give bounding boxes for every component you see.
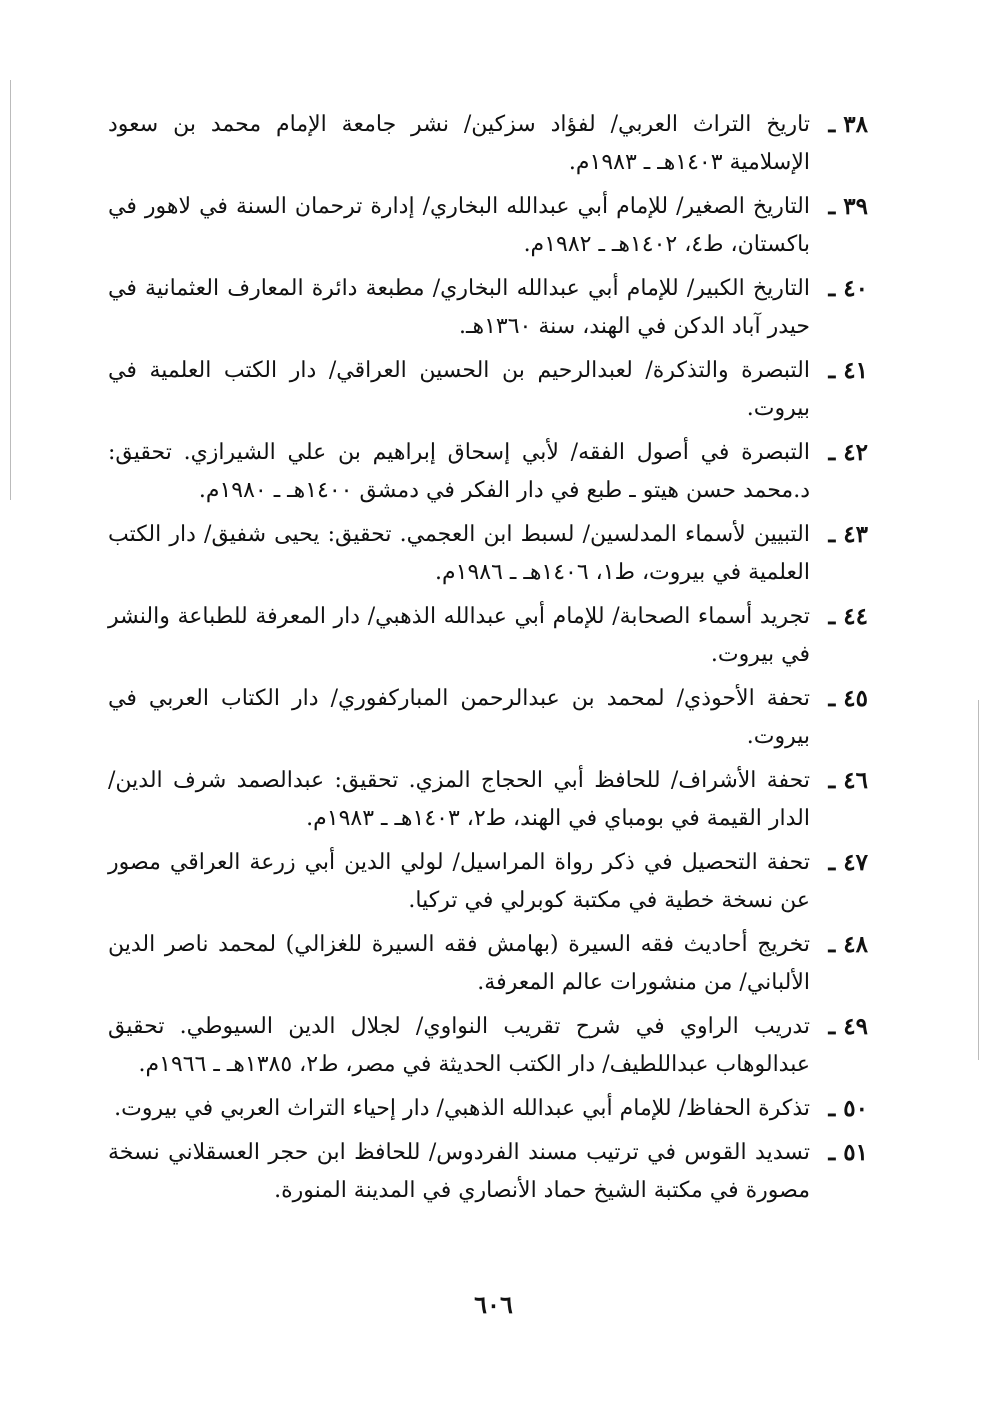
bibliography-entry <box>108 106 868 182</box>
bibliography-entry <box>108 270 868 346</box>
bibliography-entry <box>108 434 868 510</box>
entry-number: ٥١ ـ <box>828 1139 868 1166</box>
page-number: ٦٠٦ <box>474 1290 513 1319</box>
bibliography-entry <box>108 516 868 592</box>
entry-text: تحفة الأشراف/ للحافظ أبي الحجاج المزي. تحقيق: عبدالصمد شرف الدين/ الدار القيمة في بومباي في الهند، ط٢، ١٤٠٣هـ ـ ١٩٨٣م. <box>108 768 810 831</box>
entry-number: ٤٥ ـ <box>828 685 868 712</box>
bibliography-entry <box>108 844 868 920</box>
entry-number: ٥٠ ـ <box>828 1095 868 1122</box>
entry-number: ٤٤ ـ <box>828 603 868 630</box>
bibliography-entry <box>108 926 868 1002</box>
entry-text: التاريخ الكبير/ للإمام أبي عبدالله البخاري/ مطبعة دائرة المعارف العثمانية في حيدر آباد الدكن في الهند، سنة ١٣٦٠هـ. <box>108 276 810 339</box>
bibliography-entry <box>108 1090 868 1128</box>
entry-number: ٤٨ ـ <box>828 931 868 958</box>
entry-number: ٣٩ ـ <box>828 193 868 220</box>
scan-edge-line <box>978 700 979 1060</box>
bibliography-entry <box>108 680 868 756</box>
entry-text: تحفة التحصيل في ذكر رواة المراسيل/ لولي الدين أبي زرعة العراقي مصور عن نسخة خطية في مكتبة كوبرلي في تركيا. <box>108 850 810 913</box>
entry-number: ٤٢ ـ <box>828 439 868 466</box>
entry-text: التبيين لأسماء المدلسين/ لسبط ابن العجمي. تحقيق: يحيى شفيق/ دار الكتب العلمية في بيروت، ط١، ١٤٠٦هـ ـ ١٩٨٦م. <box>108 522 810 585</box>
entry-text: التاريخ الصغير/ للإمام أبي عبدالله البخاري/ إدارة ترحمان السنة في لاهور في باكستان، ط٤، ١٤٠٢هـ ـ ١٩٨٢م. <box>108 194 810 257</box>
entry-text: تخريج أحاديث فقه السيرة (بهامش فقه السيرة للغزالي) لمحمد ناصر الدين الألباني/ من منشورات عالم المعرفة. <box>108 932 810 995</box>
bibliography-entry <box>108 762 868 838</box>
bibliography-entry <box>108 188 868 264</box>
entry-text: تذكرة الحفاظ/ للإمام أبي عبدالله الذهبي/ دار إحياء التراث العربي في بيروت. <box>114 1096 810 1121</box>
entry-number: ٤٣ ـ <box>828 521 868 548</box>
entry-number: ٤٠ ـ <box>828 275 868 302</box>
entry-number: ٤٦ ـ <box>828 767 868 794</box>
bibliography-list <box>108 106 868 1216</box>
entry-number: ٣٨ ـ <box>828 111 868 138</box>
bibliography-entry <box>108 598 868 674</box>
scan-edge-line <box>10 80 11 500</box>
entry-number: ٤٧ ـ <box>828 849 868 876</box>
entry-number: ٤٩ ـ <box>828 1013 868 1040</box>
entry-text: التبصرة في أصول الفقه/ لأبي إسحاق إبراهيم بن علي الشيرازي. تحقيق: د.محمد حسن هيتو ـ طبع في دار الفكر في دمشق ١٤٠٠هـ ـ ١٩٨٠م. <box>108 440 810 503</box>
entry-text: تحفة الأحوذي/ لمحمد بن عبدالرحمن المباركفوري/ دار الكتاب العربي في بيروت. <box>108 686 810 749</box>
bibliography-entry <box>108 352 868 428</box>
entry-number: ٤١ ـ <box>828 357 868 384</box>
entry-text: تاريخ التراث العربي/ لفؤاد سزكين/ نشر جامعة الإمام محمد بن سعود الإسلامية ١٤٠٣هـ ـ ١٩٨٣م. <box>108 112 810 175</box>
bibliography-entry <box>108 1008 868 1084</box>
entry-text: تسديد القوس في ترتيب مسند الفردوس/ للحافظ ابن حجر العسقلاني نسخة مصورة في مكتبة الشيخ حماد الأنصاري في المدينة المنورة. <box>108 1140 810 1203</box>
bibliography-entry <box>108 1134 868 1210</box>
entry-text: التبصرة والتذكرة/ لعبدالرحيم بن الحسين العراقي/ دار الكتب العلمية في بيروت. <box>108 358 810 421</box>
entry-text: تجريد أسماء الصحابة/ للإمام أبي عبدالله الذهبي/ دار المعرفة للطباعة والنشر في بيروت. <box>108 604 810 667</box>
entry-text: تدريب الراوي في شرح تقريب النواوي/ لجلال الدين السيوطي. تحقيق عبدالوهاب عبداللطيف/ دار الكتب الحديثة في مصر، ط٢، ١٣٨٥هـ ـ ١٩٦٦م. <box>108 1014 810 1077</box>
